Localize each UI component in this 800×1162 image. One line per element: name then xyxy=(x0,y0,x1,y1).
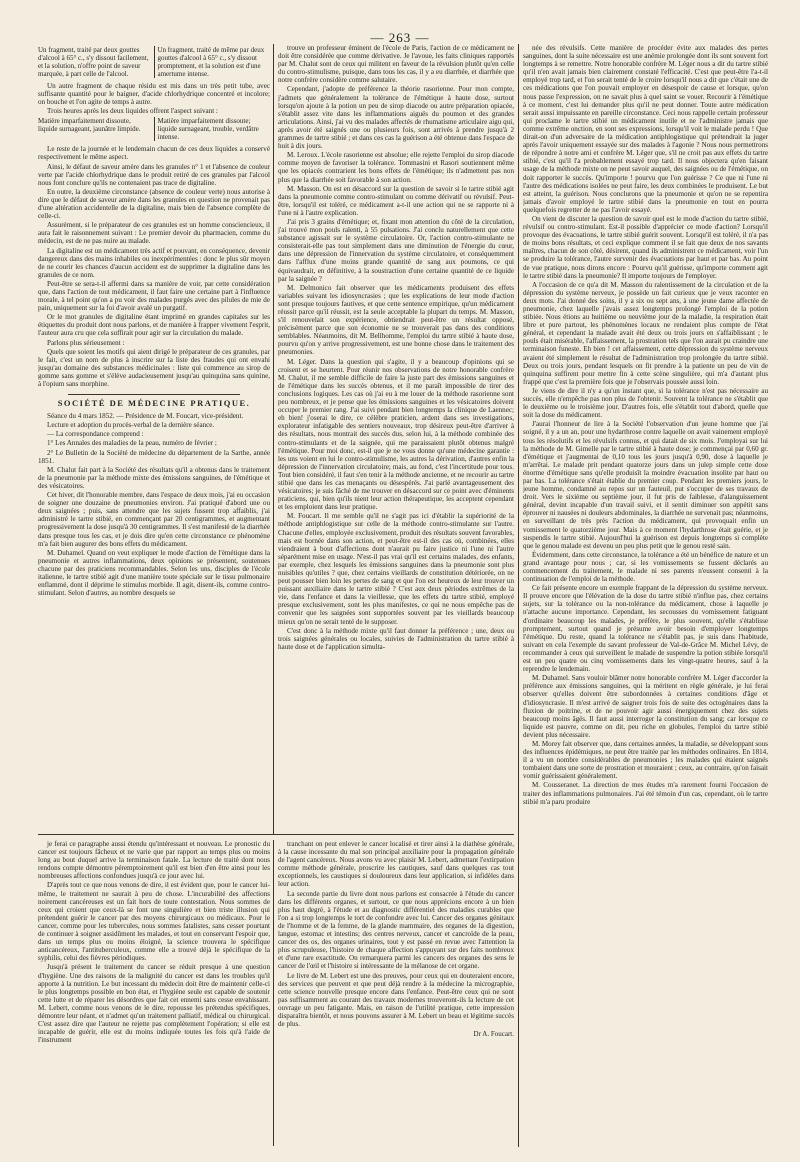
pair-left-text: Un fragment, traité par deux gouttes d'alcool à 65° c., s'y dissout facilement, et la solution, n'offre point de saveur marquée, à part celle de l'alcool. xyxy=(38,46,149,78)
paragraph: M. Morey fait observer que, dans certaines années, la maladie, se développant sous des influences épidémiques, ne peut être traitée par les méthodes ordinaires. En 1814, il a vu un nombre considérables de pneumonies ; les malades qui étaient saignés tombaient dans une sorte de prostration et mouraient ; ceux, au contraire, qu'on faisait vomir guérissaient généralement. xyxy=(523,739,768,781)
paragraph: Assurément, si le préparateur de ces granules est un homme consciencieux, il aura fait le raisonnement suivant : Le premier devoir du pharmacien, comme du médecin, est de ne pas nuire au malade. xyxy=(38,221,270,246)
comparison-pair-2 xyxy=(38,117,270,141)
section-title: SOCIÉTÉ DE MÉDECINE PRATIQUE. xyxy=(57,398,251,409)
paragraph: M. Masson. On est en désaccord sur la question de savoir si le tartre stibié agit dans la pneumonie comme contro-stimulant ou comme dérivatif ou révulsif. Peut-être, lorsqu'il est toléré, ce médicament a-t-il une action qui ne se rapporte ni à l'une ni à l'autre explication. xyxy=(278,184,514,217)
pair-right-text: Matière imparfaitement dissoute; liquide surnageant, trouble, verdâtre intense. xyxy=(154,117,271,141)
paragraph: A l'occasion de ce qu'a dit M. Masson du ralentissement de la circulation et de la dépression du système nerveux, je possède un fait curieux que je veux raconter en deux mots. J'ai donné des soins, il y a six ou sept ans, à une jeune dame affectée de pneumonie, chez laquelle j'avais assez longtemps prolongé l'emploi de la potion stibiée. Nous étions au huitième ou neuvième jour de la maladie, la respiration était libre et pure partout, les phénomènes locaux ne rendaient plus compte de l'état général, et cependant la malade avait été deux ou trois jours en s'affaiblissant ; le pouls était misérable, l'affaissement, la prostration tels que l'on aurait pu craindre une terminaison funeste. Eh bien ! cet affaissement, cette dépression du système nerveux avaient été simplement le résultat de l'administration trop prolongée du tartre stibié. Deux ou trois jours, pendant lesquels on fit prendre à la patiente un peu de vin de quinquina suffirent pour mettre fin à cette scène singulière, qui m'a d'autant plus frappé que c'est la première fois que je l'observais poussée aussi loin. xyxy=(523,280,768,386)
paragraph: Le reste de la journée et le lendemain chacun de ces deux liquides a conservé respectivement le même aspect. xyxy=(38,145,270,162)
horizontal-divider xyxy=(38,834,514,835)
paragraph: M. Léger. Dans la question qui s'agite, il y a beaucoup d'opinions qui se croisent et se heurtent. Pour réunir nos observations de notre honorable confrère M. Chalut, il me semble difficile de faire la juste part des émissions sanguines et de l'émétique dans les succès obtenus, et il me paraît impossible de tirer des conclusions logiques. Les cas où j'ai eu à me louer de la méthode rasorienne sont peu nombreux, et je pense que les émissions sanguines et les vésicatoires doivent occuper le premier rang. J'ai suivi pendant bien longtemps la clinique de Laennec; eh bien! j'oserai le dire, ce célèbre praticien, ardent dans ses investigations, explorateur infatigable des sentiers nouveaux, trop désireux peut-être d'arriver à des résultats, nous montrait des succès dus, selon lui, à la méthode combinée des contro-stimulants et de la saignée, qui me paraissaient plutôt obtenus malgré l'émétique. Pour moi donc, est-il que je ne vous donne qu'une médecine garantie : les uns voient en lui le contro-stimulisme, les autres la dérivation, d'autres enfin la dépression de l'innervation circulatoire; mais, au fond, c'est l'incertitude pour tous. Tout bien considéré, il faut s'en tenir à la méthode ancienne, et ne recourir au tartre stibié que dans les cas menaçants ou désespérés. J'ai parlé avantageusement des vésicatoires; je suis fâché de me trouver en désaccord sur ce point avec d'éminents praticiens, qui, bien qu'ils nient leur action thérapeutique, les acceptent cependant et les emploient dans leur pratique. xyxy=(278,357,514,512)
paragraph: C'est donc à la méthode mixte qu'il faut donner la préférence ; une, deux ou trois saignées générales ou locales, suivies de l'administration du tartre stibié à haute dose et de l'application simulta- xyxy=(278,626,514,651)
paragraph: D'après tout ce que nous venons de dire, il est évident que, pour le cancer lui-même, le traitement ne saurait à peu de chose. L'incurabilité des affections noirement cancéreuses est un fait hors de toute contestation. Nous sommes de ceux qui croient que ceux-là se font une singulière et bien triste illusion qui prétendent guérir le cancer par des moyens chirurgicaux ou médicaux. Pour le cancer, comme pour les tubercules, nous sommes fatalistes, sans cesser pourtant de continuer à soigner assidûment les malades, et tout en conservant l'espoir que, dans un temps plus ou moins éloigné, la science trouvera le spécifique anticancéreux, l'antituberculeux, comme elle a trouvé déjà le spécifique de la syphilis, celui des fièvres périodiques. xyxy=(38,881,270,963)
author-signature: Dr A. Foucart. xyxy=(473,1030,514,1039)
paragraph: 2° Le Bulletin de la Société de médecine du département de la Sarthe, année 1851. xyxy=(38,448,270,465)
pair-right-text: Un fragment, traité de même par deux gouttes d'alcool à 65° c., s'y dissout promptement, et la solution est d'une amertume intense. xyxy=(154,46,271,78)
paragraph: Je viens de dire il n'y a qu'un instant que, si la tolérance n'est pas nécessaire au succès, elle n'empêche pas non plus de l'obtenir. Souvent la tolérance ne s'établit que le deuxième ou le troisième jour. D'autres fois, elle s'établit tout d'abord, quelle que soit la dose du médicament. xyxy=(523,386,768,420)
paragraph: J'ai pris 3 grains d'émétique; et, fixant mon attention du côté de la circulation, j'ai trouvé mon pouls ralenti, à 55 pulsations. J'ai conclu naturellement que cette substance agissait sur le système circulatoire. Or, l'action contro-stimulante ne consisterait-elle pas tout simplement dans une diminution de l'énergie du cœur, dans une dépression de l'innervation du système circulatoire, et conséquemment dans l'afflux d'une moins grande quantité de sang aux poumons, ce qui équivaudrait, en définitive, à la soustraction d'une certaine quantité de ce liquide par la saignée ? xyxy=(278,217,514,283)
paragraph: Trois heures après les deux liquides offrent l'aspect suivant : xyxy=(47,107,218,116)
paragraph: M. Foucart. Il me semble qu'il ne s'agit pas ici d'établir la supériorité de la méthode antiphlogistique sur celle de la méthode contro-stimulante sur l'autre. Chacune d'elles, employée exclusivement, produit des résultats souvent favorables, mais est bornée dans son action, et peut-être est-il des cas où, combinées, elles viendraient à bout d'affections dont n'aurait pu faire justice ni l'une ni l'autre séparément mise en usage. N'est-il pas vrai qu'il est certains malades, des enfants, par exemple, chez lesquels les émissions sanguines dans la pneumonie sont plus nuisibles qu'utiles ? que, chez certains vieillards de constitution détériorée, on ne peut pousser bien loin les pertes de sang et que l'on est heureux de leur trouver un puissant auxiliaire dans le tartre stibié ? C'est aux deux périodes extrêmes de la vie, dans l'enfance et dans la vieillesse, que les effets du tartre stibié, employé presque exclusivement, sont les plus manifestes, ce qui ne nous empêche pas de convenir que les saignées sont supportées souvent par les vieillards beaucoup mieux qu'on ne serait tenté de le supposer. xyxy=(278,512,514,626)
column-divider xyxy=(518,44,519,1147)
paragraph: J'aurai l'honneur de lire à la Société l'observation d'un jeune homme que j'ai soigné, il y a un an, pour une hydarthrose contre laquelle on avait vainement employé tous les résolutifs et les révulsifs connus, et qui datait de six mois. J'employai sur lui la méthode de M. Gimelle par le tartre stibié à haute dose; je commençai par 0,60 gr. d'émétique et j'augmentai de 0,10 tous les jours jusqu'à 0,90, dose à laquelle je m'arrêtai. Le malade prit pendant quatorze jours dans un julep simple cette dose énorme d'émétique sans qu'elle produisît la moindre évacuation insolite par haut ou par bas. La tolérance s'était établie du premier coup. Pendant les premiers jours, le jeune homme, condamné au repos sur un fauteuil, put s'occuper de ses travaux de droit. Vers le sixième ou septième jour, il fut pris de faiblesse, d'alanguissement général, devint incapable d'un travail suivi, et il sentit diminuer son appétit sans éprouver ni nausées ni douleurs abdominales, la diarrhée ne survenait pas; néanmoins, en surveillant de très près l'action du médicament, qui provoquait enfin un vomissement le quatorzième jour. Mais à ce moment l'hydarthrose était guérie, et je suspendis le tartre stibié. Aujourd'hui la guérison est depuis longtemps si complète que le genou malade est devenu un peu plus petit que le genou resté sain. xyxy=(523,420,768,550)
column-3 xyxy=(523,44,768,1147)
paragraph: — La correspondance comprend : xyxy=(47,430,144,439)
paragraph: Parlons plus sérieusement : xyxy=(47,338,125,347)
column-2 xyxy=(278,44,514,834)
paragraph: Ce fait présente encore un exemple frappant de la dépression du système nerveux. Il prouve encore que l'élévation de la dose du tartre stibié n'influe pas, chez certains sujets, sur la tolérance ou la non-tolérance du médicament, chose à laquelle je n'attache aucune importance. Cependant, les secousses du vomissement fatiguant d'ordinaire beaucoup les malades, je préfère, le plus souvent, qu'elle s'établisse promptement, surtout quand je présume avoir besoin d'employer longtemps l'émétique. Du reste, quand la tolérance ne s'établit pas, je suis dans l'habitude, suivant en cela l'exemple du savant professeur de Val-de-Grâce M. Michel Lévy, de recommander à ceux qui surveillent le malade de suspendre la potion stibiée lorsqu'il est un peu quatre ou cinq vomissements dans les vingt-quatre heures, sauf à la reprendre le lendemain. xyxy=(523,584,768,674)
column-1 xyxy=(38,44,270,649)
paragraph: Cependant, j'adopte de préférence la théorie rasorienne. Pour mon compte, j'admets que généralement la tolérance de l'émétique à haute dose, surtout lorsqu'on ajoute à la potion un peu de sirop diacode ou autre préparation opiacée, s'établit assez vite dans les inflammations aiguës du poumon et des grandes articulations. Ainsi, j'ai vu des malades affectés de rhumatisme articulaire aigu qui, après avoir été saignés une ou plusieurs fois, sont arrivés à prendre jusqu'à 2 grammes de tartre stibié ; et dans ces cas la guérison a été obtenue dans l'espace de huit à dix jours. xyxy=(278,85,514,151)
review-column-2 xyxy=(278,840,514,1146)
paragraph: M. Duhamel. Quand on veut expliquer le mode d'action de l'émétique dans la pneumonie et autres inflammations, deux opinions se présentent, soutenues chacune par des praticiens recommandables. Selon les uns, disciples de l'école italienne, le tartre stibié agit d'une manière toute spéciale sur le tissu pulmonaire enflammé, dont il déprime le stimulus morbide. Il agit, disent-ils, comme contro-stimulant. Selon d'autres, au nombre desquels se xyxy=(38,548,270,598)
pair-left-text: Matière imparfaitement dissoute, liquide surnageant, jaunâtre limpide. xyxy=(38,117,141,134)
paragraph: Or le mot granules de digitaline étant imprimé en grandes capitales sur les étiquettes du produit dont nous parlons, et de manière à frapper vivement l'esprit, l'auteur aura cru que cela suffirait pour agir sur la circulation du malade. xyxy=(38,313,270,338)
section-divider xyxy=(68,394,240,395)
paragraph: Jusqu'à présent le traitement du cancer se réduit presque à une question d'hygiène. Une des raisons de la malignité du cancer est dans les troubles qu'il apporte à la nutrition. Le but incessant du médecin doit être de maintenir celle-ci le plus longtemps possible en bon état, et l'hygiène seule est capable de soutenir cette lutte et de réparer les désordres que fait cet ennemi sans cesse envahissant. M. Lebert, comme nous venons de le dire, repousse les prétendus spécifiques, démontre leur néant, et n'admet qu'un traitement palliatif, médical ou chirurgical. C'est assez dire que l'auteur ne rejette pas complètement l'opération; si elle est incapable de guérir, elle est du moins indiquée toutes les fois qu'à l'aide de l'instrument xyxy=(38,963,270,1045)
session-line: Séance du 4 mars 1852. — Présidence de M. Foucart, vice-président. xyxy=(47,412,244,421)
paragraph: On vient de discuter la question de savoir quel est le mode d'action du tartre stibié, révulsif ou contro-stimulant. Est-il possible d'apprécier ce mode d'action? Lorsqu'il provoque des évacuations, le tartre stibié guérit souvent. Lorsqu'il est toléré, il n'a pas de moins bons résultats, et ceci explique comment il se fait que deux de nos savants maîtres, chacun de son côté, désirent, quand ils administrent ce médicament, voir l'un se produire la tolérance, l'autre survenir des évacuations par haut et par bas. Au point de vue pratique, nous dirons encore : Pourvu qu'il guérisse, qu'importe comment agit le tartre stibié dans la pneumonie? Il importe toujours de l'employer. xyxy=(523,214,768,280)
review-column-1 xyxy=(38,840,270,1146)
paragraph: Cet hiver, dit l'honorable membre, dans l'espace de deux mois, j'ai eu occasion de soigner une douzaine de pneumonies environ. J'ai pratiqué d'abord une ou deux saignées ; puis, sans attendre que les sujets fussent trop affaiblis, j'ai administré le tartre stibié, en commençant par 20 centigrammes, et augmentant progressivement la dose jusqu'à 30 centigrammes. Il s'est manifesté de la diarrhée dans presque tous les cas, et je dois dire qu'en cette circonstance ce phénomène m'a fait bien augurer des bons effets du médicament. xyxy=(38,491,270,548)
paragraph: M. Chalut fait part à la Société des résultats qu'il a obtenus dans le traitement de la pneumonie par la méthode mixte des émissions sanguines, de l'émétique et des vésicatoires. xyxy=(38,465,270,490)
paragraph: trouve un professeur éminent de l'école de Paris, l'action de ce médicament ne doit être considérée que comme dérivative. Je l'avoue, les faits cliniques rapportés par M. Chalut sont de ceux qui militent en faveur de la révulsion plutôt qu'en celle du contro-stimulisme, puisque, dans tous les cas, il y a eu diarrhée, et diarrhée que notre confrère considère comme salutaire. xyxy=(278,44,514,85)
paragraph: Ainsi, le défaut de saveur amère dans les granules n° 1 et l'absence de couleur verte par l'acide chlorhydrique dans le produit retiré de ces granules par l'alcool nous font conclure qu'ils ne contenaient pas trace de digitaline. xyxy=(38,162,270,187)
paragraph: M. Duhamel. Sans vouloir blâmer notre honorable confrère M. Léger d'accorder la préférence aux émissions sanguines, qui la méritent en règle générale, je lui ferai observer qu'elles doivent être subordonnées à certaines conditions d'âge et d'idiosyncrasie. Il m'est arrivé de saigner trois fois de suite des octogénaires dans la fluxion de poitrine, et de ne pouvoir agir aussi énergiquement chez des sujets beaucoup moins âgés. Il faut aussi interroger la constitution du sang; car lorsque ce liquide est pauvre, comme on dit, peu riche en globules, l'emploi du tartre stibié devient plus nécessaire. xyxy=(523,674,768,739)
page-number: — 263 — xyxy=(370,30,430,45)
column-divider xyxy=(273,840,274,1146)
paragraph: La digitaline est un médicament très actif et pouvant, en conséquence, devenir dangereux dans des mains inhabiles ou inexpérimentées : donc le plus sûr moyen de ne courir les chances d'aucun accident est de supprimer la digitaline dans les granules de ce nom. xyxy=(38,246,270,279)
paragraph: M. Delmonico fait observer que les médicaments produisent des effets variables suivant les idiosyncrasies ; que les explications de leur mode d'action sont presque toujours fautives, et que cette sentence empirique, qu'un médicament réussit parce qu'il réussit, est la seule acceptable la plupart du temps. M. Masson, s'il renouvelait son expérience, obtiendrait peut-être un résultat opposé, précisément parce que son économie ne se trouverait pas dans des conditions semblables. Néanmoins, dit M. Bellhomme, l'emploi du tartre stibié à haute dose, pourvu qu'on y arrive progressivement, est une bonne chose dans le traitement des pneumonies. xyxy=(278,283,514,357)
paragraph: Évidemment, dans cette circonstance, la tolérance a été un bénéfice de nature et un grand avantage pour nous ; car, si les vomissements se fussent déclarés au commencement du traitement, le malade ni ses parents n'eussent consenti à la continuation de l'emploi de la méthode. xyxy=(523,550,768,584)
paragraph: M. Cousseranet. La direction de mes études m'a rarement fourni l'occasion de traiter des inflammations pulmonaires. J'ai été témoin d'un cas, cependant, où le tartre stibié m'a paru produire xyxy=(523,781,768,806)
paragraph: Quels que soient les motifs qui aient dirigé le préparateur de ces granules, par le fait, c'est un nom de plus à inscrire sur la liste des fraudes qui ont envahi jusqu'au domaine des substances médicinales : liste qui commence au sirop de gomme sans gomme et s'élève audacieusement jusqu'au quinquina sans quinine, à l'opium sans morphine. xyxy=(38,347,270,388)
paragraph: Le livre de M. Lebert est une des preuves, pour ceux qui en douteraient encore, des services que peuvent et que peut déjà rendre à la médecine la micrographie, cette science nouvelle presque encore dans l'enfance. Peut-être ceux qui ne sont pas suffisamment au courant des travaux modernes trouveront-ils la lecture de cet ouvrage un peu fatigante. Mais, en raison de l'utilité pratique, cette impression disparaîtra bientôt, et nous pouvons assurer à M. Lebert un beau et légitime succès de plus. xyxy=(278,971,514,1029)
paragraph: La seconde partie du livre dont nous parlons est consacrée à l'étude du cancer dans les différents organes, et surtout, ce que nous apprécions encore à un bien plus haut degré, à l'étude et au diagnostic différentiel des maladies curables que l'on a si trop longtemps le tort de confondre avec lui. Cancer des organes génitaux de l'homme et de la femme, de la glande mammaire, des organes de la digestion, langue, estomac et intestins; des centres nerveux, cancer et cancroïde de la peau, cancer des os, des organes urinaires, tout y est passé en revue avec l'attention la plus scrupuleuse, l'histoire de chaque affection s'appuyant sur des faits nombreux et d'une rare exactitude. On remarquera parmi les cancers des organes des sens le cancer de l'œil et l'histoire si intéressante de la mélanose de cet organe. xyxy=(278,889,514,971)
paragraph: M. Leroux. L'école rasorienne est absolue; elle rejette l'emploi du sirop diacode comme moyen de favoriser la tolérance. Tommasini et Rasori soutiennent même que les opiacés contrarient les bons effets de l'émétique; ils n'admettent pas non plus que la diarrhée soit favorable à son action. xyxy=(278,151,514,184)
column-divider xyxy=(273,44,274,834)
paragraph: tranchant on peut enlever le cancer localisé et tirer ainsi à la diathèse générale, à la cause incessante du mal son principal auxiliaire pour la propagation générale de l'agent cancéreux. Nous avons vu avec plaisir M. Lebert, admettant l'extirpation comme méthode générale, proscrire les cautiques, sauf dans quelques cas tout exceptionnels, les caustiques si douloureux dans leur application, si infidèles dans leur action. xyxy=(278,840,514,889)
paragraph: Peut-être se sera-t-il affermi dans sa manière de voir, par cette considération que, dans l'action de tout médicament, il faut faire une certaine part à l'influence morale, à tel point qu'on a pu voir des malades purgés avec des pilules de mie de pain, uniquement sur la foi d'avoir avalé un purgatif. xyxy=(38,279,270,313)
paragraph: Lecture et adoption du procès-verbal de la dernière séance. xyxy=(47,421,215,430)
paragraph: 1° Les Annales des maladies de la peau, numéro de février ; xyxy=(47,439,217,448)
paragraph: je ferai ce paragraphe aussi étendu qu'intéressant et nouveau. Le pronostic du cancer est toujours fâcheux et ne varie que par rapport au temps plus ou moins long au bout duquel arrive la terminaison fatale. La lecture de traité dont nous rendons compte démontre péremptoirement qu'il est bien d'en être ainsi pour les nombreuses affections confondues jusqu'à ce jour avec lui. xyxy=(38,840,270,881)
comparison-pair-1 xyxy=(38,46,270,78)
paragraph: Un autre fragment de chaque résidu est mis dans un très petit tube, avec suffisante quantité pour le baigner, d'acide chlorhydrique concentré et incolore; on bouche et l'on agite de temps à autre. xyxy=(38,82,270,107)
paragraph: née des révulsifs. Cette manière de procéder évite aux malades des pertes sanguines, dont la suite nécessaire est une anémie prolongée dont ils sont souvent fort longtemps à se remettre. Notre honorable confrère M. Léger nous a dit du tartre stibié qu'il n'en avait jamais bien clairement constaté l'efficacité. C'est que peut-être l'a-t-il employé trop tard, et l'on serait tenté de le croire lorsqu'il nous a dit que c'était une de ces médications que l'on pouvait employer en désespoir de cause et lorsque, qu'on nous passe l'expression, on ne savait plus à quel saint se vouer. Recourir à l'émétique à ce moment, c'est lui demander plus qu'il ne peut donner. Toute autre médication serait aussi impuissante en pareille circonstance. Ceci nous rappelle certain professeur qui proclame le tartre stibié un médicament inutile et ne l'administre jamais que comme extrême onction, en sont ses expressions, lorsqu'il voit le malade perdu ! Que dirait-on d'un adversaire de la médication antiphlogistique qui prétendrait la juger après l'avoir uniquement essayée sur des malades à l'agonie ? Nous nous permettrons de répondre à notre ami et confrère M. Léger que, s'il ne croit pas aux effets du tartre stibié, c'est qu'il l'a probablement essayé trop tard. Il nous objectera qu'en faisant usage de la méthode mixte on ne peut savoir auquel, des saignées ou de l'émétique, on doit rapporter le succès. Qu'importe ! pourvu que l'on guérisse ? Ce que ni l'une ni l'autre des médications isolées ne peut faire, les deux combinées le produisent. Le but est atteint, la guérison. Nous conclurons que la pneumonie et qu'on ne se repentira jamais d'avoir employé le tartre stibié dans la pneumonie en tout en pourra quelquefois regretter de ne pas l'avoir essayé. xyxy=(523,44,768,214)
paragraph: En outre, la deuxième circonstance (absence de couleur verte) nous autorise à dire que le défaut de saveur amère dans les granules en question ne provenait pas d'une altération accidentelle de la digitaline, mais bien de l'absence complète de celle-ci. xyxy=(38,187,270,221)
